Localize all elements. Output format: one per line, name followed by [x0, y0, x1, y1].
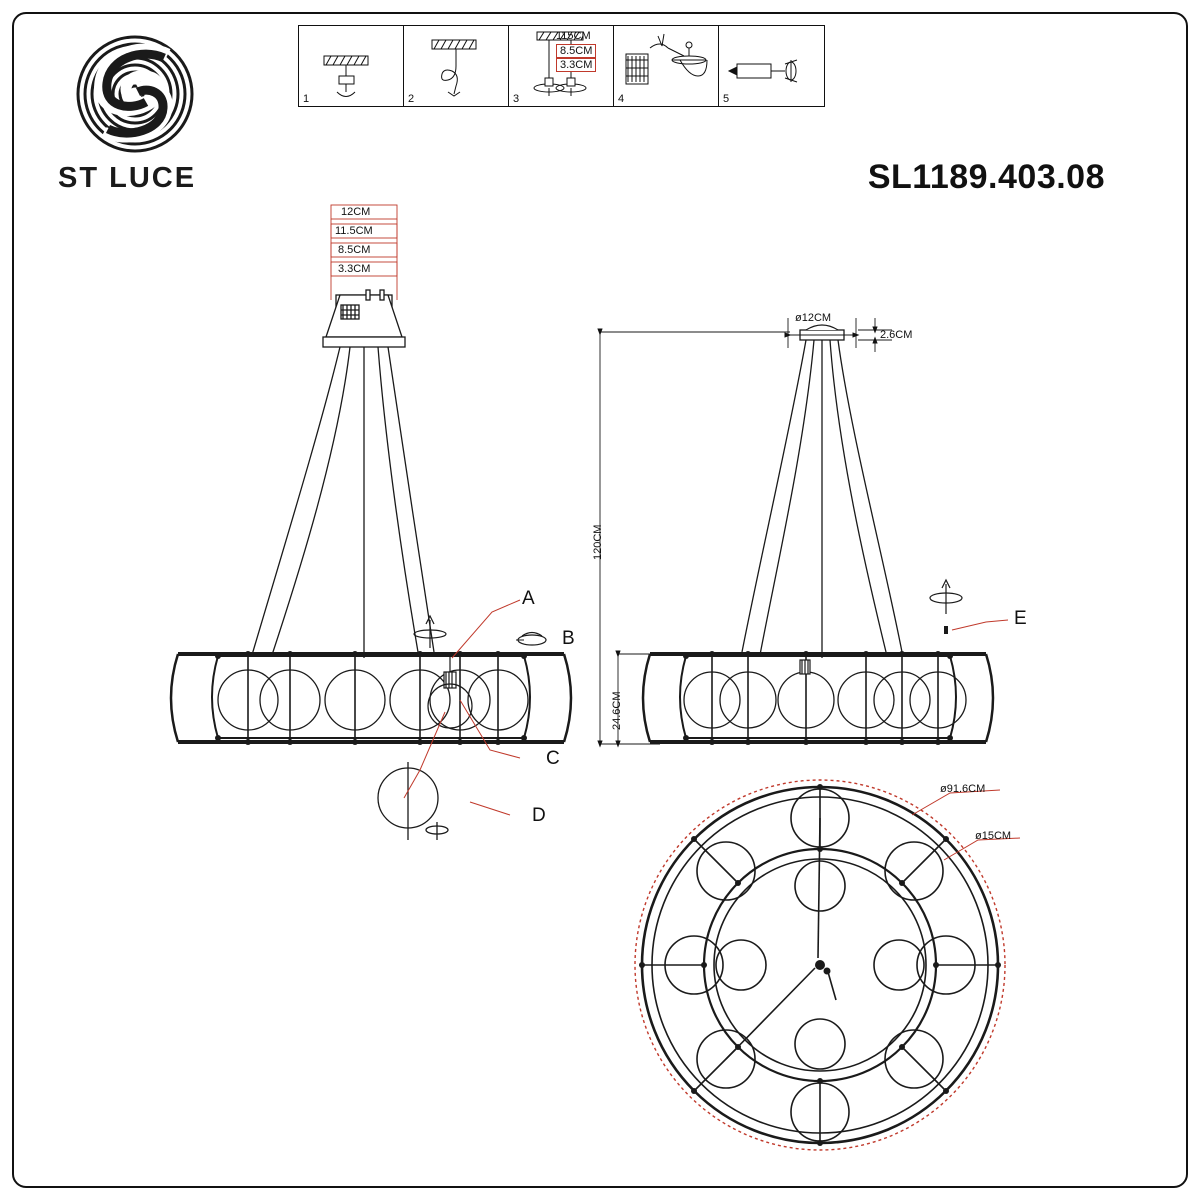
step-number: 4	[618, 93, 625, 105]
step3-label-2: 3.3CM	[556, 58, 596, 72]
callout-b: B	[562, 628, 575, 649]
callout-a: A	[522, 588, 535, 609]
brand-name: ST LUCE	[58, 162, 197, 194]
step-number: 3	[513, 93, 520, 105]
total-height-label: 120CM	[592, 524, 604, 560]
step-number: 5	[723, 93, 730, 105]
callout-c: C	[546, 748, 560, 769]
front-dim-2: 8.5CM	[338, 244, 371, 256]
body-height-label: 24.6CM	[611, 691, 623, 730]
step-number: 1	[303, 93, 310, 105]
callout-d: D	[532, 805, 546, 826]
step3-label-1: 8.5CM	[556, 44, 596, 58]
outer-diameter-label: ø91.6CM	[940, 783, 986, 795]
callout-e: E	[1014, 608, 1027, 629]
ball-diameter-label: ø15CM	[975, 830, 1012, 842]
front-dim-1: 11.5CM	[335, 225, 373, 237]
front-dim-3: 3.3CM	[338, 263, 371, 275]
canopy-height-label: 2.6CM	[880, 329, 913, 341]
canopy-diameter-label: ø12CM	[795, 312, 832, 324]
step3-label-0: 115CM	[556, 30, 591, 42]
model-code: SL1189.403.08	[867, 158, 1105, 196]
step-number: 2	[408, 93, 415, 105]
front-dim-0: 12CM	[341, 206, 371, 218]
